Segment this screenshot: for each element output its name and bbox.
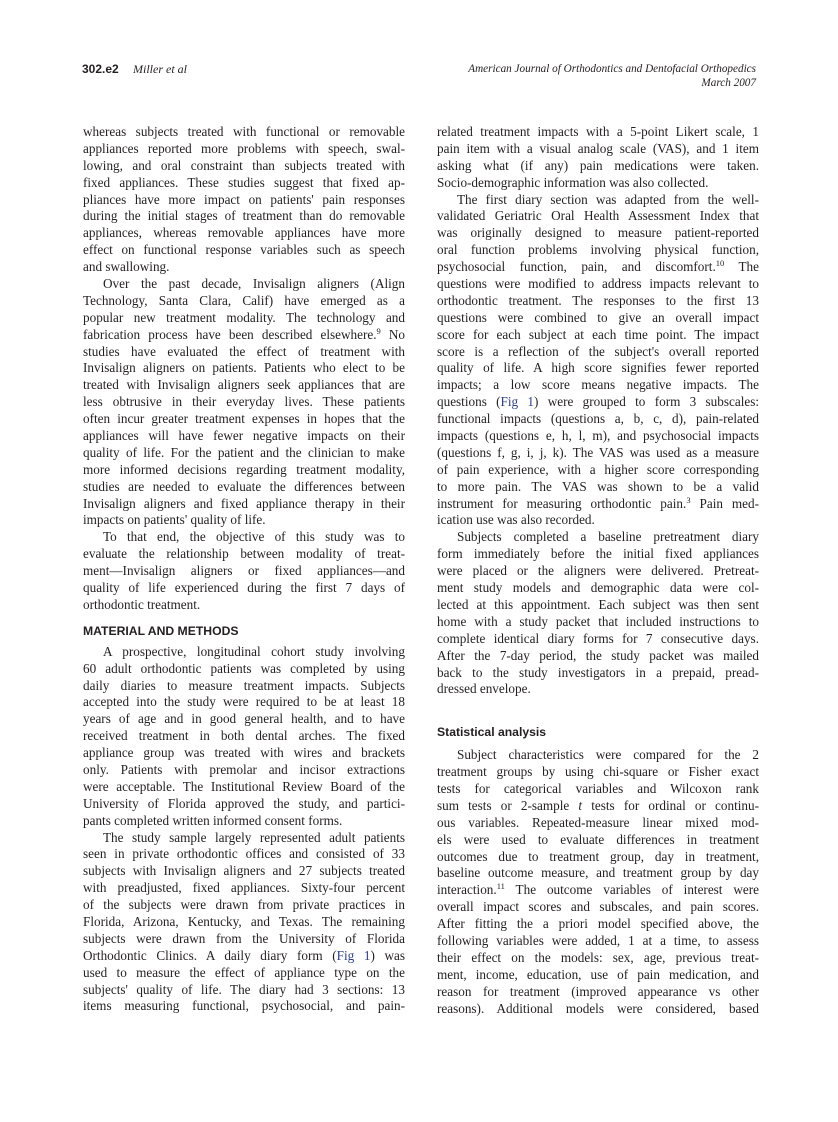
text-line: complete identical diary forms for 7 consecutive days. [437, 630, 759, 646]
text-line: questions were modified to address impacts relevant to [437, 276, 759, 292]
text-line: evaluate the relationship between modality of treat- [83, 546, 405, 562]
section-heading-methods: MATERIAL AND METHODS [83, 623, 239, 638]
text-line: lowing, and oral constraint than subjects treated with [83, 157, 405, 173]
text-line [437, 259, 759, 276]
text-line [83, 948, 405, 965]
text-segment: tests for ordinal or continu- [582, 797, 759, 813]
paragraph [83, 276, 405, 529]
text-line: The study sample largely represented adult patients [103, 829, 405, 845]
text-line: subjects with Invisalign aligners and 27 subjects treated [83, 863, 405, 879]
reference-superscript[interactable]: 3 [686, 494, 691, 505]
text-line: Socio-demographic information was also collected. [437, 174, 709, 190]
text-line: treated with Invisalign aligners seek appliances that are [83, 377, 405, 393]
journal-title: American Journal of Orthodontics and Dentofacial Orthopedics [468, 63, 756, 75]
text-line: quality of life. A high score signifies fewer reported [437, 360, 759, 376]
running-author: Miller et al [133, 62, 187, 76]
text-line: home with a study packet that included instructions to [437, 613, 759, 629]
text-line: ment, income, education, use of pain medication, and [437, 966, 759, 982]
reference-superscript[interactable]: 10 [715, 258, 725, 269]
text-line: following variables were added, 1 at a time, to assess [437, 932, 759, 948]
reference-superscript[interactable]: 9 [376, 325, 381, 336]
text-line: (questions f, g, i, j, k). The VAS was used as a measure [437, 444, 759, 460]
paragraph [83, 830, 405, 1016]
text-line: accepted into the study were required to be at least 18 [83, 694, 405, 710]
text-segment: fabrication process have been described elsewhere. [83, 326, 377, 342]
text-line [437, 882, 759, 899]
text-line: and swallowing. [83, 259, 170, 275]
text-segment: ) were grouped to form 3 subscales: [534, 394, 760, 410]
text-line: baseline outcome measure, and treatment group by day [437, 865, 759, 881]
text-line: to more pain. The VAS was shown to be a valid [437, 478, 759, 494]
text-line: quality of life. For the patient and the clinician to make [83, 444, 405, 460]
text-line: used to measure the effect of appliance type on the [83, 964, 405, 980]
text-line: treatment groups by using chi-square or Fisher exact [437, 764, 759, 780]
text-line [437, 798, 759, 815]
text-line: pliances have more impact on patients' pain responses [83, 191, 405, 207]
left-column [83, 124, 405, 1015]
text-segment: Pain med- [690, 495, 759, 511]
text-line [437, 496, 759, 513]
text-line: ment study models and demographic data were col- [437, 580, 759, 596]
text-segment: psychosocial function, pain, and discomfort. [437, 259, 716, 275]
text-segment: No [380, 326, 406, 342]
text-line: els were used to evaluate differences in treatment [437, 831, 759, 847]
text-line: Subject characteristics were compared for the 2 [457, 747, 759, 763]
text-segment: questions ( [437, 394, 501, 410]
text-line [83, 327, 405, 344]
text-segment: ) was [370, 947, 406, 963]
text-line: reasons). Additional models were considered, based [437, 1000, 759, 1016]
text-line: questions were combined to give an overall impact [437, 309, 759, 325]
text-line: appliances, whereas removable appliances have more [83, 225, 405, 241]
text-segment: Orthodontic Clinics. A daily diary form ( [83, 947, 337, 963]
text-line: back to the study investigators in a prepaid, pread- [437, 664, 759, 680]
text-line: pain item with a visual analog scale (VAS), and 1 item [437, 140, 759, 156]
text-line: impacts (questions e, h, l, m), and psychosocial impacts [437, 428, 759, 444]
text-line: were placed or the aligners were delivered. Pretreat- [437, 563, 759, 579]
text-line: score for each subject at each time point. The impact [437, 326, 759, 342]
text-segment: The outcome variables of interest were [504, 882, 759, 898]
text-line: of the subjects were drawn from private practices in [83, 897, 405, 913]
text-line: studies have evaluated the effect of treatment with [83, 343, 405, 359]
text-segment: The [724, 259, 760, 275]
text-line: orthodontic treatment. [83, 596, 201, 612]
text-line: ous variables. Repeated-measure linear mixed mod- [437, 814, 759, 830]
text-segment: instrument for measuring orthodontic pain. [437, 495, 687, 511]
text-line: validated Geriatric Oral Health Assessment Index that [437, 208, 759, 224]
text-line: Invisalign aligners and fixed appliance therapy in their [83, 495, 405, 511]
text-line: subjects' quality of life. The diary had 3 sections: 13 [83, 981, 405, 997]
text-line: was originally designed to measure patient-reported [437, 225, 759, 241]
text-line: outcomes due to treatment group, day in treatment, [437, 848, 759, 864]
text-line: ication use was also recorded. [437, 512, 595, 528]
text-line: functional impacts (questions a, b, c, d), pain-related [437, 411, 759, 427]
text-line: items measuring functional, psychosocial, and pain- [83, 998, 405, 1014]
text-line: overall impact scores and subscales, and pain scores. [437, 899, 759, 915]
page-header [82, 62, 756, 94]
text-line: oral function problems involving physical function, [437, 242, 759, 258]
text-line: Over the past decade, Invisalign aligners (Align [103, 276, 405, 292]
text-line: 60 adult orthodontic patients was completed by using [83, 660, 405, 676]
issue-date: March 2007 [701, 77, 756, 89]
text-line: daily diaries to measure treatment impacts. Subjects [83, 677, 405, 693]
paragraph [437, 192, 759, 530]
text-line: seen in private orthodontic offices and consisted of 33 [83, 846, 405, 862]
text-line: tests for categorical variables and Wilcoxon rank [437, 780, 759, 796]
text-line: appliance group was treated with wires and brackets [83, 745, 405, 761]
text-line: related treatment impacts with a 5-point Likert scale, 1 [437, 124, 759, 139]
text-segment: sum tests or 2-sample [437, 797, 579, 813]
text-line: After the 7-day period, the study packet was mailed [437, 647, 759, 663]
text-line: Subjects completed a baseline pretreatment diary [457, 529, 759, 545]
text-line: received treatment in both dental arches. The fixed [83, 728, 405, 744]
text-line: asking what (if any) pain medications were taken. [437, 157, 759, 173]
text-line: subjects were drawn from the University of Florida [83, 930, 405, 946]
paragraph [83, 529, 405, 613]
text-line: pants completed written informed consent forms. [83, 812, 343, 828]
text-line: Technology, Santa Clara, Calif) have emerged as a [83, 292, 405, 308]
text-line: lected at this appointment. Each subject was then sent [437, 596, 759, 612]
text-line: quality of life experienced during the first 7 days of [83, 580, 405, 596]
journal-info [468, 62, 756, 90]
text-line: orthodontic treatment. The responses to the first 13 [437, 292, 759, 308]
text-line: effect on functional response variables such as speech [83, 242, 405, 258]
text-line: After fitting the a priori model specified above, the [437, 916, 759, 932]
text-line: whereas subjects treated with functional or removable [83, 124, 405, 139]
paragraph [437, 124, 759, 192]
paragraph [83, 124, 405, 276]
text-line: less obtrusive in their everyday lives. These patients [83, 394, 405, 410]
text-line [437, 394, 759, 411]
text-line: their effect on the models: sex, age, previous treat- [437, 949, 759, 965]
text-line: A prospective, longitudinal cohort study involving [103, 643, 405, 659]
text-line: Invisalign aligners on patients. Patients who elect to be [83, 360, 405, 376]
text-line: often incur greater treatment expenses in hopes that the [83, 411, 405, 427]
text-line: dressed envelope. [437, 681, 531, 697]
text-line: fixed appliances. These studies suggest that fixed ap- [83, 174, 405, 190]
text-line: more informed decisions regarding treatment modality, [83, 461, 405, 477]
text-line: impacts; a low score means negative impacts. The [437, 377, 759, 393]
text-line: popular new treatment modality. The technology and [83, 309, 405, 325]
page-number: 302.e2 [82, 62, 119, 76]
text-line: years of age and in good general health, and to have [83, 711, 405, 727]
text-line: appliances reported more problems with speech, swal- [83, 140, 405, 156]
text-line: during the initial stages of treatment than do removable [83, 208, 405, 224]
text-line: of pain experience, with a higher score corresponding [437, 461, 759, 477]
subsection-heading-statistical-analysis: Statistical analysis [437, 725, 547, 740]
text-line: impacts on patients' quality of life. [83, 512, 266, 528]
text-line: studies are needed to evaluate the differences between [83, 478, 405, 494]
text-line: University of Florida approved the study, and partici- [83, 795, 405, 811]
text-segment: interaction. [437, 882, 497, 898]
paragraph [83, 644, 405, 830]
text-line: score is a reflection of the subject's overall reported [437, 343, 759, 359]
text-line: To that end, the objective of this study was to [103, 529, 405, 545]
text-line: reason for treatment (improved appearance vs other [437, 983, 759, 999]
text-line: Florida, Arizona, Kentucky, and Texas. The remaining [83, 913, 405, 929]
text-line: were acceptable. The Institutional Review Board of the [83, 778, 405, 794]
right-column [437, 124, 759, 1017]
figure-link[interactable]: Fig 1 [336, 947, 371, 963]
text-line: only. Patients with premolar and incisor extractions [83, 761, 405, 777]
reference-superscript[interactable]: 11 [496, 881, 505, 892]
figure-link[interactable]: Fig 1 [500, 394, 535, 410]
text-line: appliances will have fewer negative impacts on their [83, 428, 405, 444]
text-line: ment—Invisalign aligners or fixed appliances—and [83, 563, 405, 579]
text-line: The first diary section was adapted from the well- [457, 191, 759, 207]
paragraph [437, 747, 759, 1017]
paragraph [437, 529, 759, 698]
italic-symbol: t [578, 797, 583, 813]
text-line: with preadjusted, fixed appliances. Sixty-four percent [83, 880, 405, 896]
text-line: form immediately before the initial fixed appliances [437, 546, 759, 562]
